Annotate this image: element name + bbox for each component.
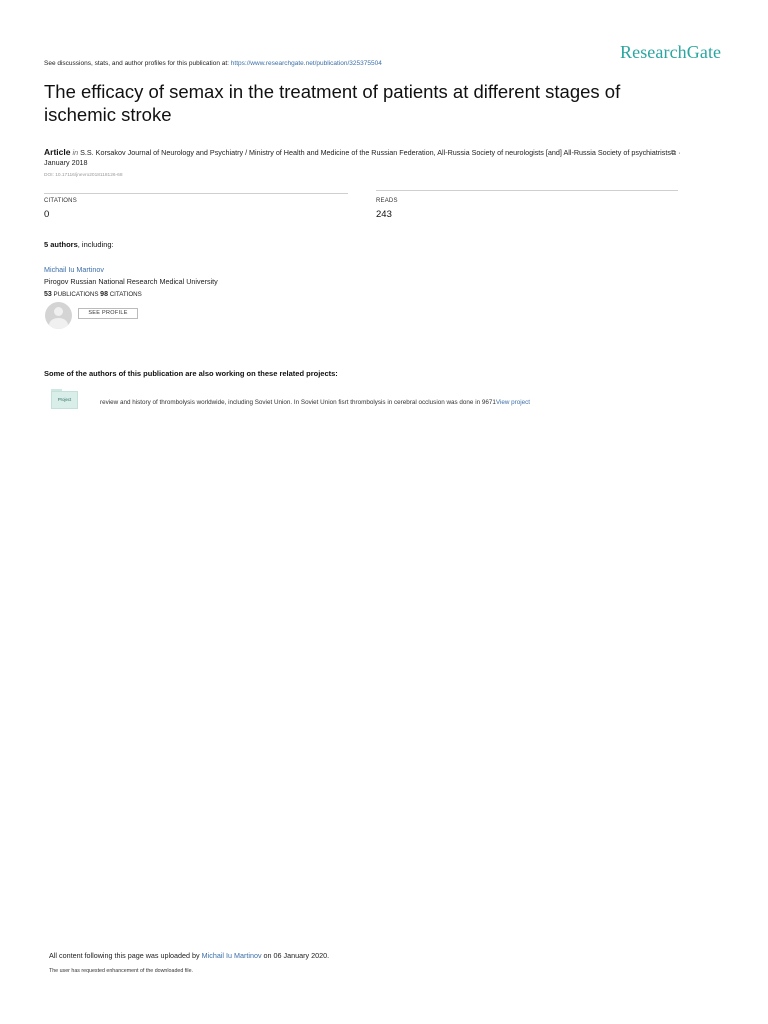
- author-citations-count: 98: [100, 291, 108, 298]
- author-citations-label: CITATIONS: [107, 291, 142, 298]
- authors-heading: [44, 240, 114, 249]
- project-folder-icon[interactable]: [51, 389, 78, 409]
- view-project-link[interactable]: View project: [495, 399, 531, 406]
- reads-label: READS: [376, 198, 398, 204]
- journal-line[interactable]: S.S. Korsakov Journal of Neurology and Psychiatry / Ministry of Health and Medicine of the Russian Federation, All-Russia Society of neurologists [and] All-Russia Society of psychiatrists: [78, 148, 671, 157]
- authors-count: 5 authors: [44, 240, 78, 249]
- author-publications-count: 53: [44, 291, 52, 298]
- enhancement-note: The user has requested enhancement of the downloaded file.: [49, 968, 193, 974]
- author-avatar-icon[interactable]: [45, 302, 72, 329]
- divider-left: [44, 193, 348, 194]
- avatar-head-shape: [54, 307, 63, 316]
- researchgate-logo[interactable]: ResearchGate: [620, 42, 722, 62]
- publication-url-link[interactable]: https://www.researchgate.net/publication/325375504: [230, 60, 382, 67]
- uploader-link[interactable]: Michail Iu Martinov: [201, 951, 262, 960]
- avatar-body-shape: [49, 318, 68, 329]
- project-description-text: review and history of thrombolysis worldwide, including Soviet Union. In Soviet Union fisrt thrombolysis in cerebral occlusion was done in 9671: [100, 399, 496, 406]
- publication-date: · January 2018: [44, 148, 681, 167]
- external-link-icon: ⧉: [670, 148, 677, 157]
- in-word: in: [72, 148, 79, 157]
- article-type-label: Article: [44, 147, 71, 157]
- citations-value: 0: [44, 209, 50, 220]
- discussion-note: [44, 60, 382, 67]
- see-profile-button[interactable]: SEE PROFILE: [78, 308, 138, 319]
- authors-including: , including:: [77, 240, 114, 249]
- project-badge: Project: [51, 391, 78, 409]
- discussion-text: See discussions, stats, and author profiles for this publication at:: [44, 60, 231, 67]
- upload-prefix: All content following this page was uploaded by: [49, 951, 202, 960]
- citations-label: CITATIONS: [44, 198, 77, 204]
- author-name-link[interactable]: Michail Iu Martinov: [44, 265, 104, 274]
- related-projects-heading: Some of the authors of this publication are also working on these related projects:: [44, 369, 338, 378]
- upload-suffix: on 06 January 2020.: [261, 951, 330, 960]
- author-institution: Pirogov Russian National Research Medical University: [44, 277, 218, 286]
- publication-title: The efficacy of semax in the treatment of patients at different stages of ischemic stroke: [44, 81, 621, 125]
- reads-value: 243: [376, 209, 392, 220]
- author-stats: [44, 291, 142, 298]
- upload-note: [49, 951, 329, 960]
- doi-text[interactable]: DOI: 10.17116/jnevro2018118126-68: [44, 173, 123, 178]
- project-description: [100, 399, 530, 406]
- divider-right: [376, 190, 678, 191]
- author-publications-label: PUBLICATIONS: [51, 291, 101, 298]
- publication-meta: [44, 148, 684, 167]
